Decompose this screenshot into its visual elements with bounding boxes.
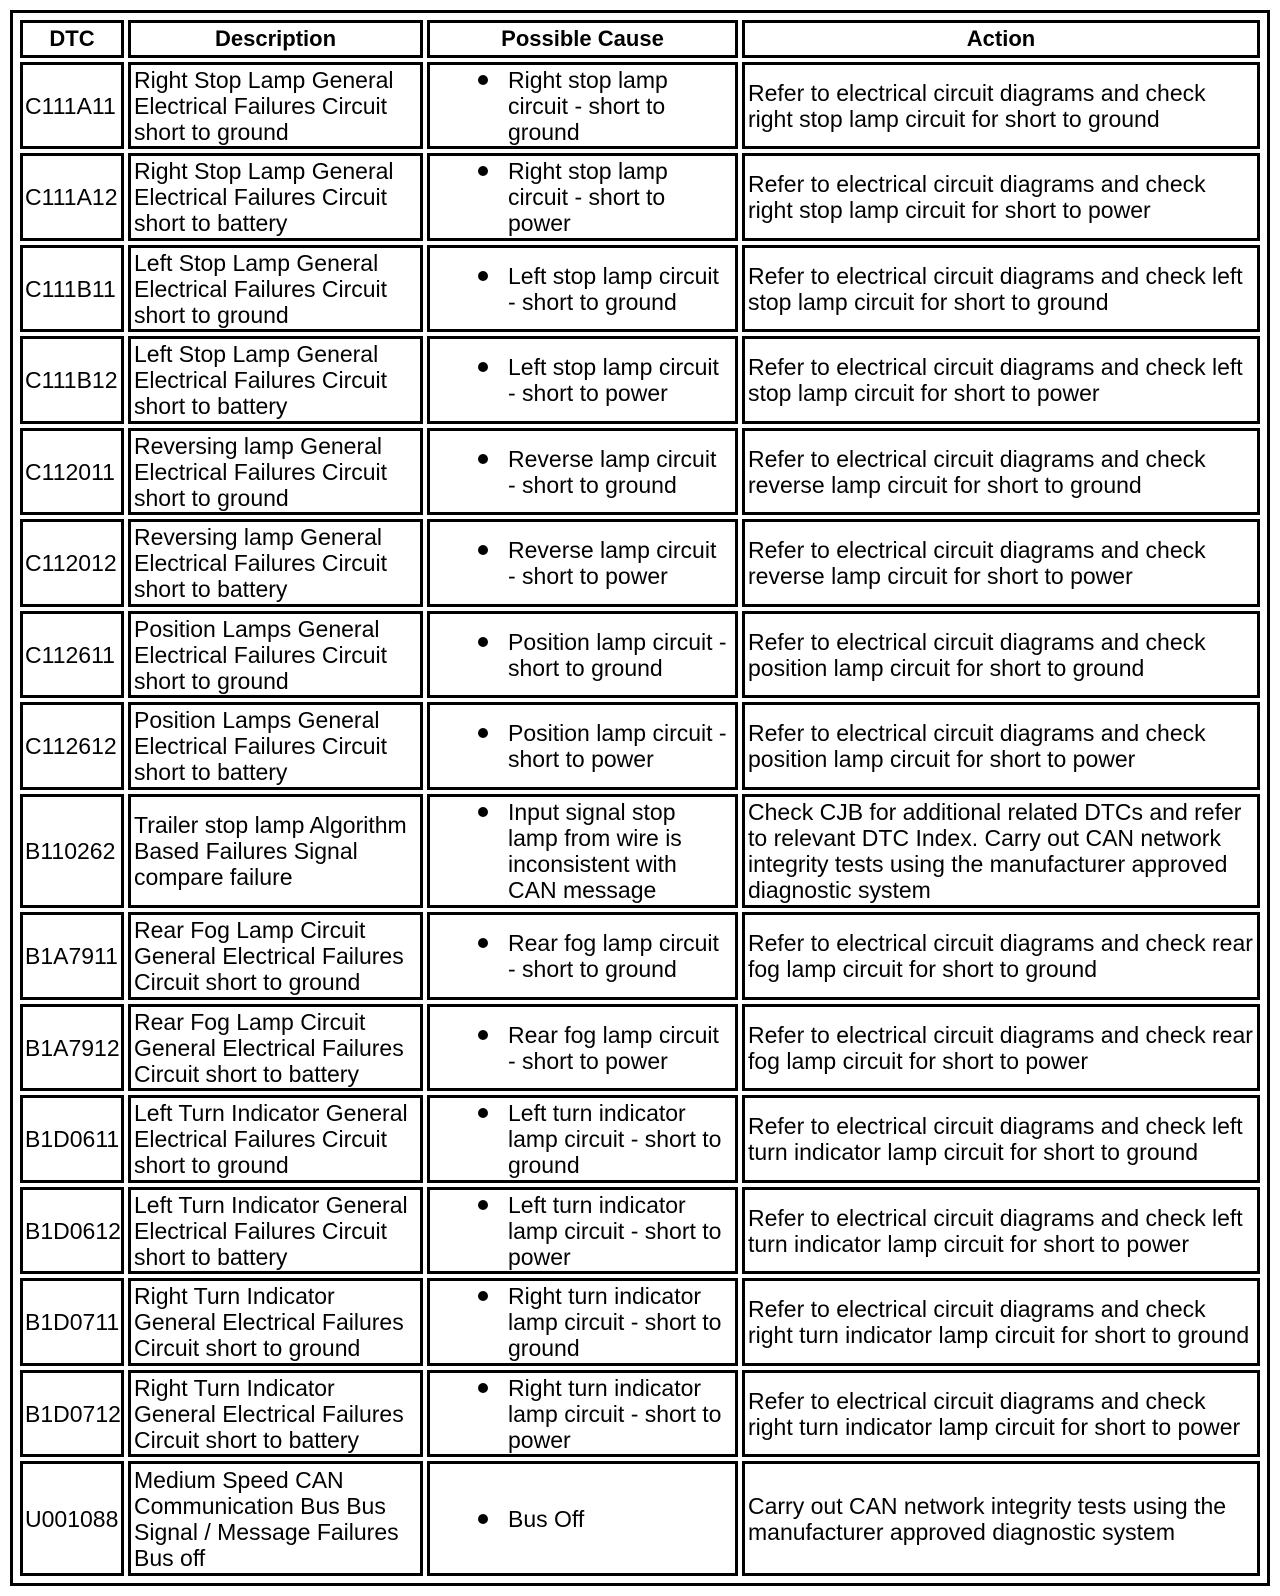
table-row: [20, 1461, 1260, 1576]
header-dtc: DTC: [20, 20, 124, 58]
dtc-code: C111B11: [20, 245, 124, 332]
possible-cause: Bus Off: [508, 1505, 585, 1532]
possible-cause-cell: [427, 519, 738, 606]
possible-cause: Left stop lamp circuit - short to ground: [508, 262, 719, 315]
possible-cause: Right turn indicator lamp circuit - short to power: [508, 1374, 722, 1453]
action: Refer to electrical circuit diagrams and check right turn indicator lamp circuit for short to ground: [742, 1278, 1260, 1365]
dtc-description: Left Turn Indicator General Electrical Failures Circuit short to battery: [128, 1187, 423, 1274]
action: Refer to electrical circuit diagrams and check reverse lamp circuit for short to power: [742, 519, 1260, 606]
bullet-icon: [478, 1514, 488, 1524]
possible-cause: Right turn indicator lamp circuit - short to ground: [508, 1283, 722, 1362]
bullet-icon: [478, 1030, 488, 1040]
bullet-icon: [478, 1200, 488, 1210]
table-row: [20, 1370, 1260, 1457]
dtc-code: B1A7912: [20, 1004, 124, 1091]
bullet-icon: [478, 807, 488, 817]
possible-cause: Right stop lamp circuit - short to ground: [508, 66, 668, 145]
table-header-row: [20, 20, 1260, 58]
dtc-description: Medium Speed CAN Communication Bus Bus Signal / Message Failures Bus off: [128, 1461, 423, 1576]
possible-cause: Left turn indicator lamp circuit - short to power: [508, 1191, 722, 1270]
dtc-description: Position Lamps General Electrical Failures Circuit short to ground: [128, 611, 423, 698]
action: Refer to electrical circuit diagrams and check rear fog lamp circuit for short to power: [742, 1004, 1260, 1091]
dtc-table: [16, 16, 1264, 1580]
dtc-code: C111A11: [20, 62, 124, 149]
table-row: [20, 912, 1260, 999]
dtc-code: B1A7911: [20, 912, 124, 999]
action: Refer to electrical circuit diagrams and check position lamp circuit for short to ground: [742, 611, 1260, 698]
table-row: [20, 519, 1260, 606]
dtc-code: U001088: [20, 1461, 124, 1576]
table-row: [20, 1004, 1260, 1091]
bullet-icon: [478, 75, 488, 85]
bullet-icon: [478, 1108, 488, 1118]
dtc-code: C112612: [20, 702, 124, 789]
action: Refer to electrical circuit diagrams and check rear fog lamp circuit for short to ground: [742, 912, 1260, 999]
possible-cause-cell: [427, 428, 738, 515]
possible-cause-cell: [427, 794, 738, 909]
table-row: [20, 1095, 1260, 1182]
dtc-description: Position Lamps General Electrical Failures Circuit short to battery: [128, 702, 423, 789]
dtc-code: C111A12: [20, 153, 124, 240]
bullet-icon: [478, 728, 488, 738]
bullet-icon: [478, 1383, 488, 1393]
dtc-description: Left Stop Lamp General Electrical Failures Circuit short to battery: [128, 336, 423, 423]
dtc-code: B1D0611: [20, 1095, 124, 1182]
possible-cause: Position lamp circuit - short to power: [508, 720, 727, 773]
action: Refer to electrical circuit diagrams and check position lamp circuit for short to power: [742, 702, 1260, 789]
table-row: [20, 1278, 1260, 1365]
dtc-description: Trailer stop lamp Algorithm Based Failures Signal compare failure: [128, 794, 423, 909]
bullet-icon: [478, 938, 488, 948]
dtc-description: Right Stop Lamp General Electrical Failures Circuit short to battery: [128, 153, 423, 240]
dtc-description: Left Stop Lamp General Electrical Failures Circuit short to ground: [128, 245, 423, 332]
action: Refer to electrical circuit diagrams and check right stop lamp circuit for short to power: [742, 153, 1260, 240]
header-description: Description: [128, 20, 423, 58]
possible-cause: Right stop lamp circuit - short to power: [508, 158, 668, 237]
table-row: [20, 62, 1260, 149]
action: Refer to electrical circuit diagrams and check left turn indicator lamp circuit for short to power: [742, 1187, 1260, 1274]
action: Refer to electrical circuit diagrams and check left turn indicator lamp circuit for short to ground: [742, 1095, 1260, 1182]
dtc-description: Right Turn Indicator General Electrical Failures Circuit short to ground: [128, 1278, 423, 1365]
possible-cause: Input signal stop lamp from wire is inconsistent with CAN message: [508, 799, 682, 904]
header-action: Action: [742, 20, 1260, 58]
dtc-code: C112611: [20, 611, 124, 698]
action: Refer to electrical circuit diagrams and check reverse lamp circuit for short to ground: [742, 428, 1260, 515]
table-row: [20, 428, 1260, 515]
table-row: [20, 794, 1260, 909]
table-row: [20, 611, 1260, 698]
possible-cause-cell: [427, 912, 738, 999]
bullet-icon: [478, 637, 488, 647]
possible-cause-cell: [427, 1461, 738, 1576]
possible-cause: Rear fog lamp circuit - short to ground: [508, 930, 719, 983]
dtc-code: B1D0712: [20, 1370, 124, 1457]
action: Carry out CAN network integrity tests using the manufacturer approved diagnostic system: [742, 1461, 1260, 1576]
possible-cause-cell: [427, 1278, 738, 1365]
possible-cause: Reverse lamp circuit - short to ground: [508, 445, 717, 498]
dtc-code: B1D0711: [20, 1278, 124, 1365]
table-row: [20, 1187, 1260, 1274]
dtc-description: Reversing lamp General Electrical Failures Circuit short to battery: [128, 519, 423, 606]
dtc-description: Right Turn Indicator General Electrical Failures Circuit short to battery: [128, 1370, 423, 1457]
dtc-description: Rear Fog Lamp Circuit General Electrical Failures Circuit short to ground: [128, 912, 423, 999]
table-row: [20, 153, 1260, 240]
possible-cause: Reverse lamp circuit - short to power: [508, 537, 717, 590]
action: Refer to electrical circuit diagrams and check right stop lamp circuit for short to ground: [742, 62, 1260, 149]
possible-cause-cell: [427, 336, 738, 423]
dtc-code: B110262: [20, 794, 124, 909]
dtc-description: Reversing lamp General Electrical Failures Circuit short to ground: [128, 428, 423, 515]
possible-cause-cell: [427, 1004, 738, 1091]
dtc-description: Left Turn Indicator General Electrical Failures Circuit short to ground: [128, 1095, 423, 1182]
bullet-icon: [478, 545, 488, 555]
table-row: [20, 245, 1260, 332]
dtc-description: Rear Fog Lamp Circuit General Electrical Failures Circuit short to battery: [128, 1004, 423, 1091]
possible-cause: Left turn indicator lamp circuit - short to ground: [508, 1100, 722, 1179]
action: Refer to electrical circuit diagrams and check left stop lamp circuit for short to ground: [742, 245, 1260, 332]
dtc-code: C112011: [20, 428, 124, 515]
dtc-code: C111B12: [20, 336, 124, 423]
bullet-icon: [478, 362, 488, 372]
possible-cause-cell: [427, 1370, 738, 1457]
bullet-icon: [478, 166, 488, 176]
possible-cause: Position lamp circuit - short to ground: [508, 628, 727, 681]
action: Check CJB for additional related DTCs and refer to relevant DTC Index. Carry out CAN network integrity tests using the manufacturer approved diagnostic system: [742, 794, 1260, 909]
dtc-description: Right Stop Lamp General Electrical Failures Circuit short to ground: [128, 62, 423, 149]
possible-cause: Rear fog lamp circuit - short to power: [508, 1021, 719, 1074]
action: Refer to electrical circuit diagrams and check right turn indicator lamp circuit for short to power: [742, 1370, 1260, 1457]
table-row: [20, 702, 1260, 789]
dtc-code: B1D0612: [20, 1187, 124, 1274]
possible-cause-cell: [427, 1095, 738, 1182]
table-row: [20, 336, 1260, 423]
action: Refer to electrical circuit diagrams and check left stop lamp circuit for short to power: [742, 336, 1260, 423]
header-possible-cause: Possible Cause: [427, 20, 738, 58]
possible-cause-cell: [427, 245, 738, 332]
dtc-table-frame: [10, 10, 1270, 1586]
bullet-icon: [478, 1291, 488, 1301]
possible-cause-cell: [427, 702, 738, 789]
bullet-icon: [478, 454, 488, 464]
table-body: [20, 62, 1260, 1576]
possible-cause: Left stop lamp circuit - short to power: [508, 354, 719, 407]
possible-cause-cell: [427, 62, 738, 149]
dtc-code: C112012: [20, 519, 124, 606]
possible-cause-cell: [427, 1187, 738, 1274]
possible-cause-cell: [427, 153, 738, 240]
possible-cause-cell: [427, 611, 738, 698]
bullet-icon: [478, 271, 488, 281]
